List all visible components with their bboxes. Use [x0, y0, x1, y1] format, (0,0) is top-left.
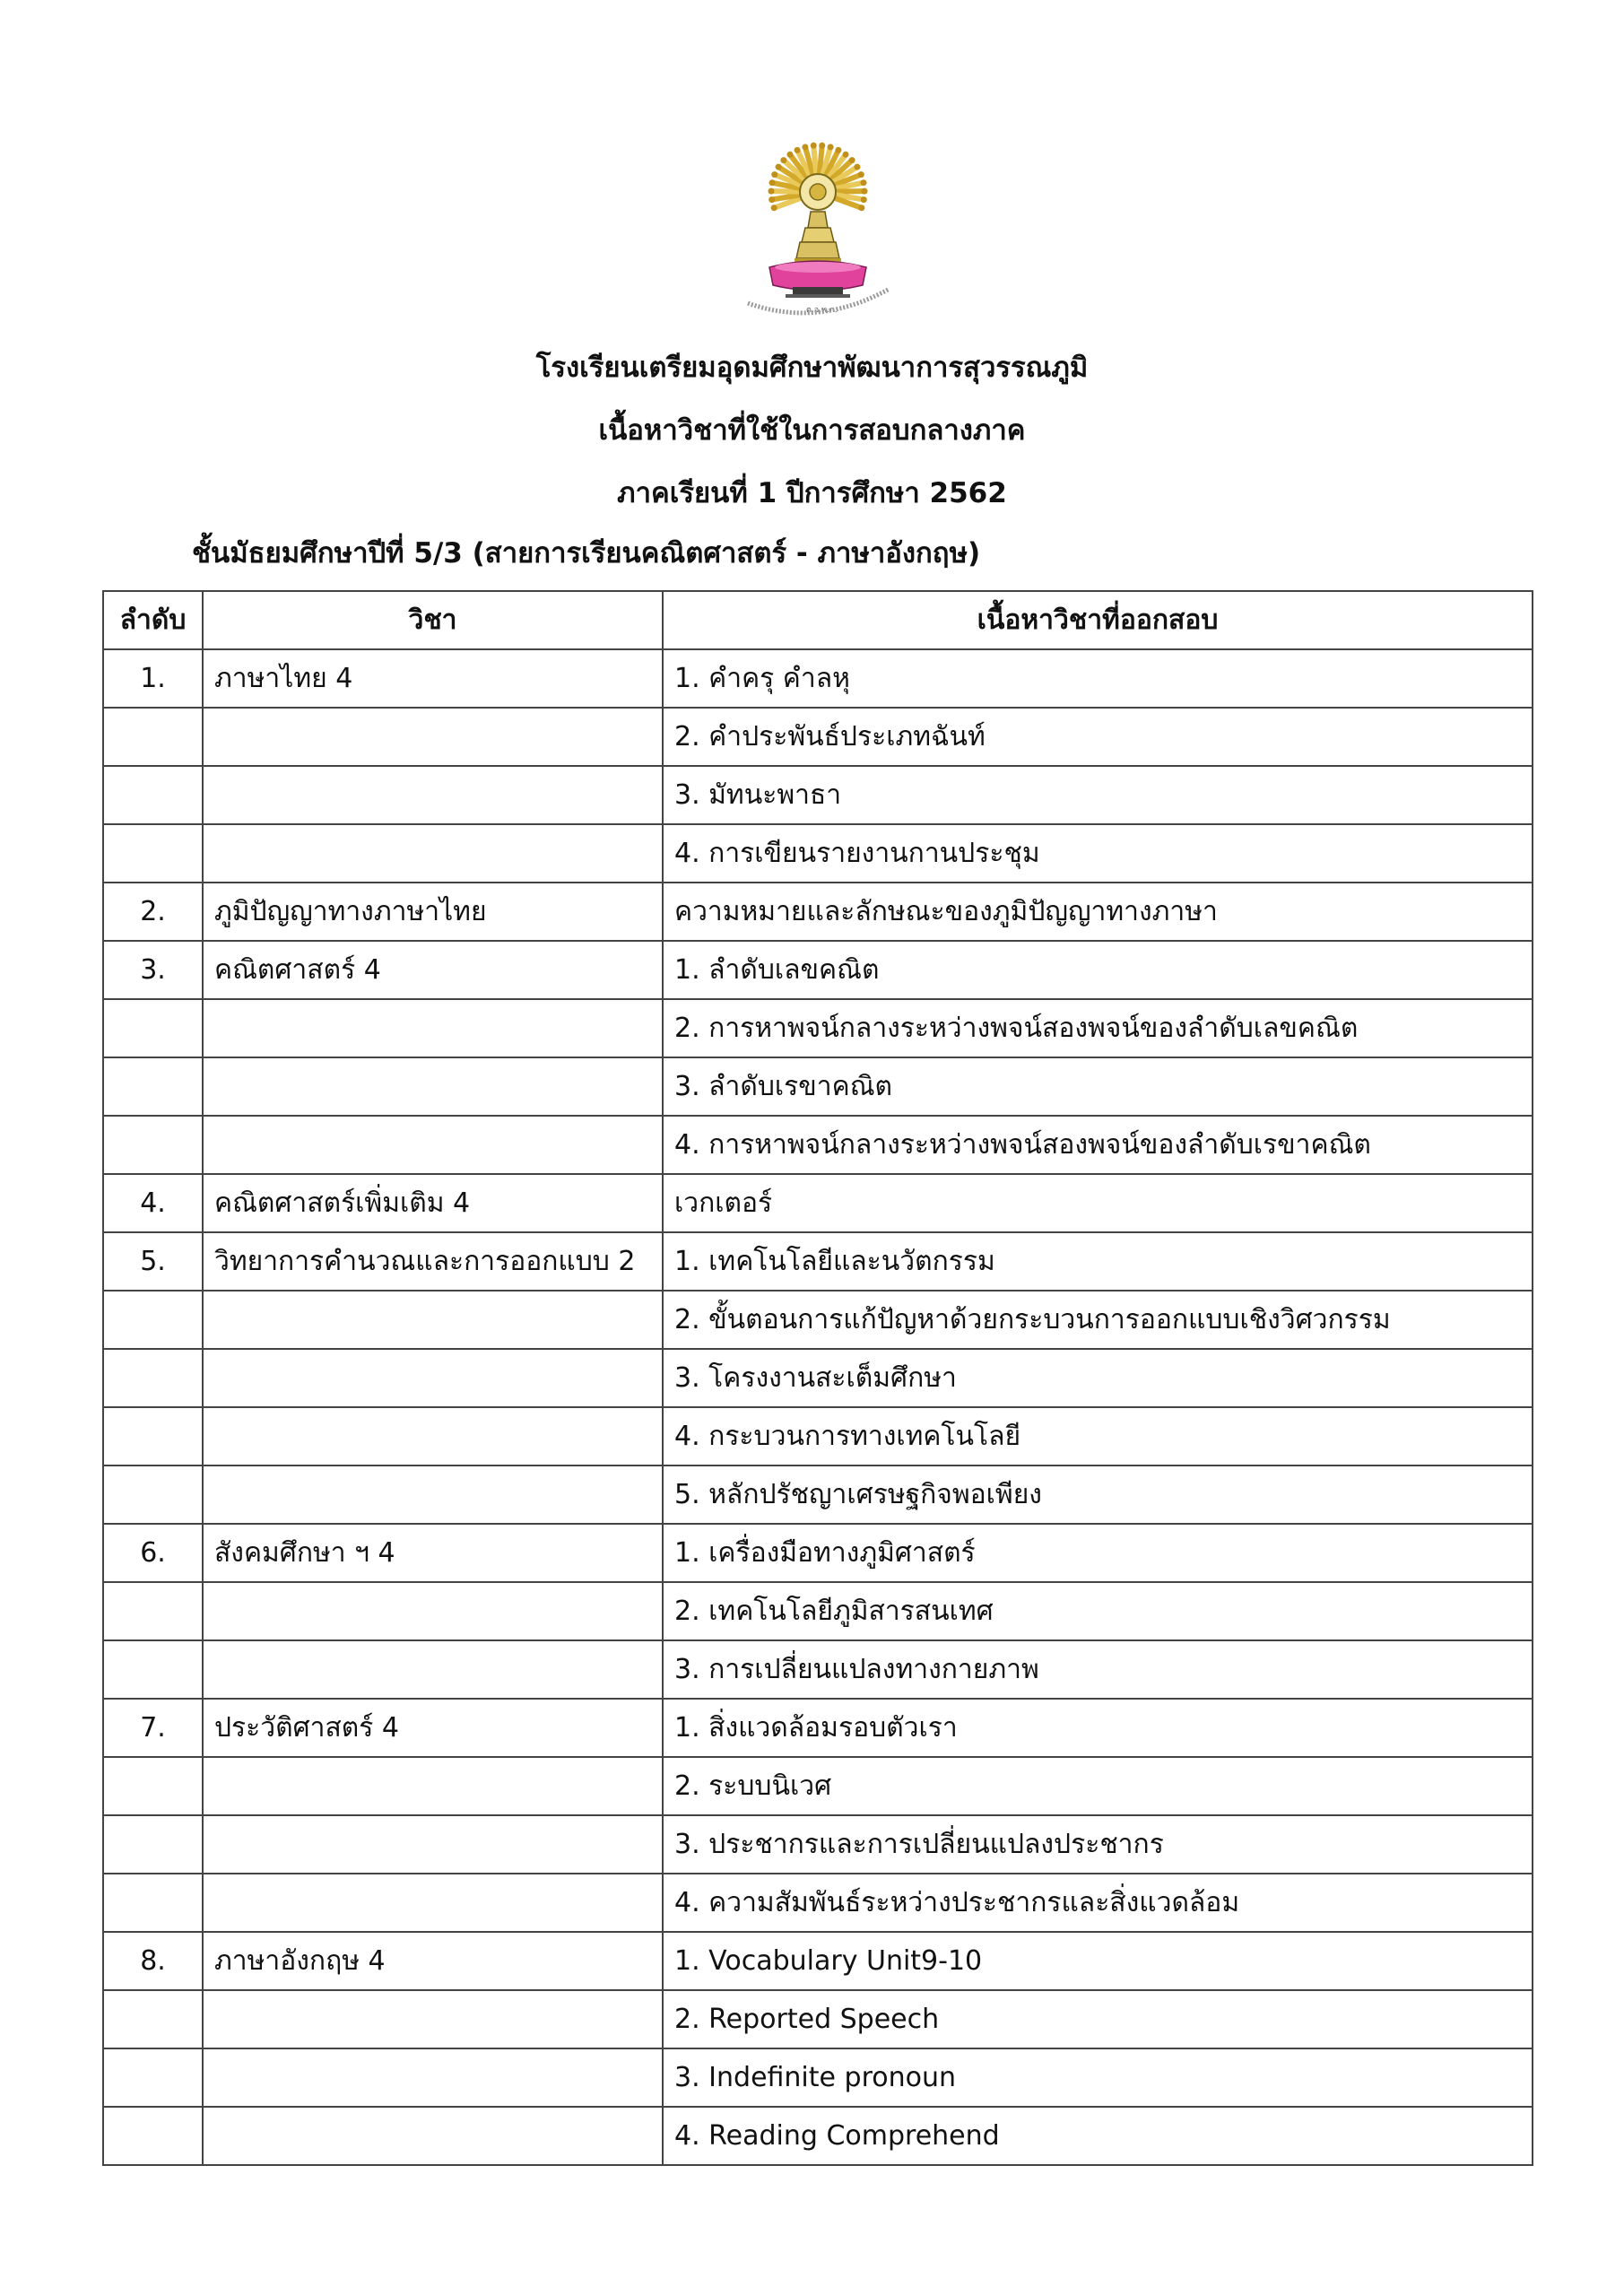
table-row: [103, 1990, 1533, 2048]
table-row: [103, 941, 1533, 999]
row-number: 5.: [103, 1232, 203, 1291]
row-content: 5. หลักปรัชญาเศรษฐกิจพอเพียง: [663, 1465, 1533, 1524]
row-number: [103, 1582, 203, 1640]
row-number: [103, 1465, 203, 1524]
row-subject: [203, 1349, 663, 1407]
row-number: 6.: [103, 1524, 203, 1582]
column-header-content: เนื้อหาวิชาที่ออกสอบ: [663, 591, 1533, 649]
row-number: 3.: [103, 941, 203, 999]
row-number: [103, 824, 203, 883]
table-row: [103, 649, 1533, 708]
row-number: [103, 1116, 203, 1174]
row-number: [103, 1349, 203, 1407]
row-subject: วิทยาการคำนวณและการออกแบบ 2: [203, 1232, 663, 1291]
school-emblem-logo: [728, 136, 920, 328]
row-subject: [203, 1815, 663, 1874]
school-emblem-icon: [728, 136, 920, 328]
row-subject: คณิตศาสตร์เพิ่มเติม 4: [203, 1174, 663, 1232]
row-number: 7.: [103, 1699, 203, 1757]
row-subject: [203, 1116, 663, 1174]
table-row: [103, 2107, 1533, 2165]
row-number: [103, 766, 203, 824]
row-content: 4. ความสัมพันธ์ระหว่างประชากรและสิ่งแวดล้อม: [663, 1874, 1533, 1932]
row-content: เวกเตอร์: [663, 1174, 1533, 1232]
table-header-row: [103, 591, 1533, 649]
row-subject: ภาษาไทย 4: [203, 649, 663, 708]
row-content: 1. Vocabulary Unit9-10: [663, 1932, 1533, 1990]
row-subject: [203, 766, 663, 824]
row-content: 2. Reported Speech: [663, 1990, 1533, 2048]
exam-content-table: [102, 590, 1533, 2166]
table-row: [103, 1640, 1533, 1699]
table-row: [103, 1174, 1533, 1232]
table-row: [103, 824, 1533, 883]
row-number: [103, 1874, 203, 1932]
row-number: [103, 999, 203, 1057]
column-header-number: ลำดับ: [103, 591, 203, 649]
row-content: 2. ระบบนิเวศ: [663, 1757, 1533, 1815]
row-subject: ภูมิปัญญาทางภาษาไทย: [203, 883, 663, 941]
table-row: [103, 2048, 1533, 2107]
row-subject: [203, 1465, 663, 1524]
table-row: [103, 999, 1533, 1057]
row-subject: สังคมศึกษา ฯ 4: [203, 1524, 663, 1582]
row-content: 3. ลำดับเรขาคณิต: [663, 1057, 1533, 1116]
row-content: 2. เทคโนโลยีภูมิสารสนเทศ: [663, 1582, 1533, 1640]
row-content: 3. โครงงานสะเต็มศึกษา: [663, 1349, 1533, 1407]
table-body: [103, 649, 1533, 2165]
row-subject: [203, 824, 663, 883]
row-subject: [203, 1874, 663, 1932]
row-content: 1. เครื่องมือทางภูมิศาสตร์: [663, 1524, 1533, 1582]
row-number: 2.: [103, 883, 203, 941]
row-number: [103, 1291, 203, 1349]
row-subject: [203, 2048, 663, 2107]
row-subject: [203, 2107, 663, 2165]
row-number: [103, 708, 203, 766]
row-content: 4. การเขียนรายงานกานประชุม: [663, 824, 1533, 883]
table-row: [103, 1699, 1533, 1757]
row-subject: ภาษาอังกฤษ 4: [203, 1932, 663, 1990]
emblem-caption: ต.อ.พ.ภ.: [806, 306, 838, 315]
row-content: ความหมายและลักษณะของภูมิปัญญาทางภาษา: [663, 883, 1533, 941]
row-number: [103, 1815, 203, 1874]
row-content: 1. ลำดับเลขคณิต: [663, 941, 1533, 999]
row-content: 3. Indefinite pronoun: [663, 2048, 1533, 2107]
table-row: [103, 1582, 1533, 1640]
row-subject: [203, 1291, 663, 1349]
row-number: [103, 1990, 203, 2048]
row-content: 1. สิ่งแวดล้อมรอบตัวเรา: [663, 1699, 1533, 1757]
row-content: 4. การหาพจน์กลางระหว่างพจน์สองพจน์ของลำดับเรขาคณิต: [663, 1116, 1533, 1174]
row-subject: [203, 708, 663, 766]
row-subject: [203, 1582, 663, 1640]
school-name: โรงเรียนเตรียมอุดมศึกษาพัฒนาการสุวรรณภูมิ: [535, 352, 1089, 384]
row-subject: [203, 1757, 663, 1815]
table-row: [103, 1524, 1533, 1582]
table-row: [103, 1932, 1533, 1990]
table-row: [103, 1116, 1533, 1174]
table-row: [103, 708, 1533, 766]
row-subject: [203, 1057, 663, 1116]
row-content: 4. Reading Comprehend: [663, 2107, 1533, 2165]
column-header-subject: วิชา: [203, 591, 663, 649]
row-content: 3. ประชากรและการเปลี่ยนแปลงประชากร: [663, 1815, 1533, 1874]
row-subject: [203, 1990, 663, 2048]
row-content: 2. ขั้นตอนการแก้ปัญหาด้วยกระบวนการออกแบบเชิงวิศวกรรม: [663, 1291, 1533, 1349]
row-content: 1. เทคโนโลยีและนวัตกรรม: [663, 1232, 1533, 1291]
row-number: 1.: [103, 649, 203, 708]
row-subject: [203, 999, 663, 1057]
table-row: [103, 1465, 1533, 1524]
table-row: [103, 766, 1533, 824]
row-content: 2. คำประพันธ์ประเภทฉันท์: [663, 708, 1533, 766]
grade-line: ชั้นมัธยมศึกษาปีที่ 5/3 (สายการเรียนคณิตศาสตร์ - ภาษาอังกฤษ): [192, 537, 981, 570]
row-number: [103, 1407, 203, 1465]
row-number: [103, 1057, 203, 1116]
document-title: เนื้อหาวิชาที่ใช้ในการสอบกลางภาค: [598, 414, 1026, 447]
table-row: [103, 1349, 1533, 1407]
table-row: [103, 1291, 1533, 1349]
table-row: [103, 1757, 1533, 1815]
term-line: ภาคเรียนที่ 1 ปีการศึกษา 2562: [617, 477, 1007, 509]
row-subject: [203, 1640, 663, 1699]
row-number: [103, 2107, 203, 2165]
row-subject: [203, 1407, 663, 1465]
row-content: 3. การเปลี่ยนแปลงทางกายภาพ: [663, 1640, 1533, 1699]
table-row: [103, 1057, 1533, 1116]
row-subject: ประวัติศาสตร์ 4: [203, 1699, 663, 1757]
table-row: [103, 1815, 1533, 1874]
row-content: 2. การหาพจน์กลางระหว่างพจน์สองพจน์ของลำดับเลขคณิต: [663, 999, 1533, 1057]
table-row: [103, 1874, 1533, 1932]
row-number: 4.: [103, 1174, 203, 1232]
row-number: [103, 2048, 203, 2107]
row-subject: คณิตศาสตร์ 4: [203, 941, 663, 999]
row-number: 8.: [103, 1932, 203, 1990]
table-row: [103, 1232, 1533, 1291]
row-number: [103, 1640, 203, 1699]
row-content: 1. คำครุ คำลหุ: [663, 649, 1533, 708]
table-row: [103, 1407, 1533, 1465]
row-content: 3. มัทนะพาธา: [663, 766, 1533, 824]
row-content: 4. กระบวนการทางเทคโนโลยี: [663, 1407, 1533, 1465]
row-number: [103, 1757, 203, 1815]
table-row: [103, 883, 1533, 941]
